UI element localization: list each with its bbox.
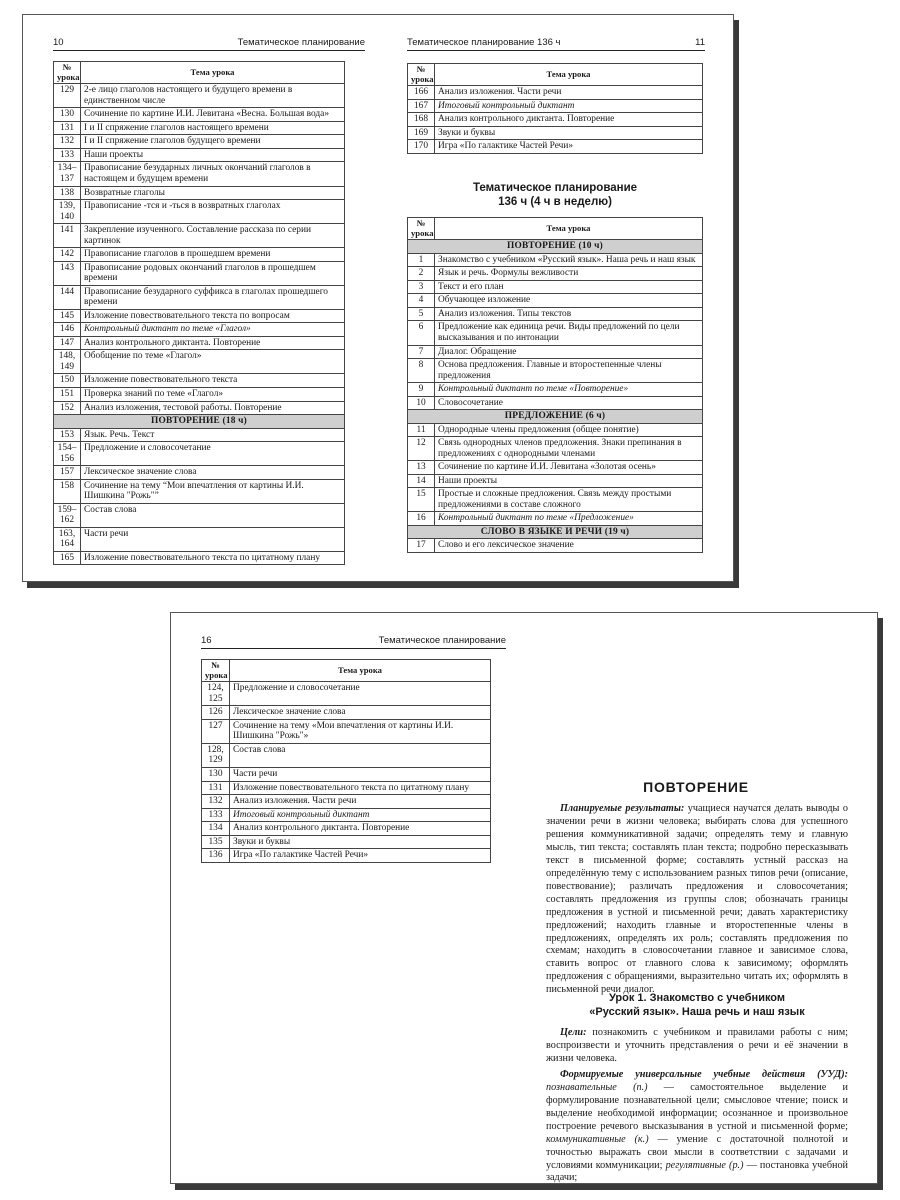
lesson-topic: Однородные члены предложения (общее понятие) — [435, 423, 703, 437]
lesson-topic: Анализ изложения. Части речи — [230, 795, 491, 809]
lesson-topic: Язык. Речь. Текст — [81, 428, 345, 442]
table-row — [202, 743, 491, 767]
lesson-topic: Анализ изложения. Типы текстов — [435, 307, 703, 321]
table-row — [408, 488, 703, 512]
table-header-row — [408, 218, 703, 240]
lesson-number: 141 — [54, 224, 81, 248]
lesson-number: 7 — [408, 345, 435, 359]
uud-paragraph — [546, 1069, 848, 1186]
lesson-topic: Предложение как единица речи. Виды предложений по цели высказывания и по интонации — [435, 321, 703, 345]
lesson-title-line1: Урок 1. Знакомство с учебником — [608, 992, 786, 1004]
table-row — [408, 359, 703, 383]
table-row — [54, 200, 345, 224]
uud-regulative-text: — постановка учебной задачи; — [546, 1159, 848, 1184]
lesson-topic: Сочинение по картине И.И. Левитана «Весна. Большая вода» — [81, 108, 345, 122]
lesson-topic: Звуки и буквы — [435, 126, 703, 140]
page-number: 10 — [53, 37, 64, 48]
page-10 — [23, 15, 379, 581]
running-title: Тематическое планирование — [378, 635, 506, 646]
page-17 — [516, 613, 879, 1183]
uud-regulative-label: регулятивные (р.) — [662, 1159, 744, 1171]
lesson-topic: Основа предложения. Главные и второстепенные члены предложения — [435, 359, 703, 383]
table-row — [408, 99, 703, 113]
goals-label: Цели: — [560, 1027, 587, 1038]
goals-text: познакомить с учебником и правилами работы с ним; воспроизвести и уточнить представления о речи и её значении в жизни человека. — [546, 1027, 848, 1064]
lesson-number: 124, 125 — [202, 682, 230, 706]
planned-results-label: Планируемые результаты: — [560, 803, 685, 814]
table-row — [408, 267, 703, 281]
lesson-topic: Итоговый контрольный диктант — [435, 99, 703, 113]
lesson-topic: Обобщение по теме «Глагол» — [81, 350, 345, 374]
section-label: СЛОВО В ЯЗЫКЕ И РЕЧИ (19 ч) — [408, 525, 703, 539]
table-row — [408, 321, 703, 345]
table-row — [54, 186, 345, 200]
lesson-number: 130 — [202, 767, 230, 781]
lesson-topic: Контрольный диктант по теме «Глагол» — [81, 323, 345, 337]
lesson-number: 12 — [408, 437, 435, 461]
lesson-topic: Изложение повествовательного текста по цитатному плану — [81, 551, 345, 565]
lesson-topic: Обучающее изложение — [435, 294, 703, 308]
lesson-topic: Контрольный диктант по теме «Повторение» — [435, 383, 703, 397]
header-lesson-topic: Тема урока — [435, 64, 703, 86]
lesson-number: 136 — [202, 849, 230, 863]
lesson-topic: Правописание безударного суффикса в глаголах прошедшего времени — [81, 285, 345, 309]
table-row — [408, 396, 703, 410]
table-row — [54, 466, 345, 480]
lesson-number: 127 — [202, 719, 230, 743]
lesson-topic: Сочинение на тему “Мои впечатления от картины И.И. Шишкина "Рожь"” — [81, 479, 345, 503]
table-row — [408, 86, 703, 100]
lesson-topic: Изложение повествовательного текста — [81, 374, 345, 388]
table-row — [408, 437, 703, 461]
table-row — [408, 423, 703, 437]
lesson-topic: Закрепление изученного. Составление рассказа по серии картинок — [81, 224, 345, 248]
lesson-title — [546, 991, 848, 1020]
lesson-topic: Правописание -тся и -ться в возвратных глаголах — [81, 200, 345, 224]
lesson-number: 139, 140 — [54, 200, 81, 224]
table-row — [54, 261, 345, 285]
lesson-number: 151 — [54, 388, 81, 402]
lesson-number: 5 — [408, 307, 435, 321]
lesson-topic: Правописание безударных личных окончаний глаголов в настоящем и будущем времени — [81, 162, 345, 186]
goals-paragraph — [546, 1027, 848, 1066]
lesson-topic: Анализ изложения. Части речи — [435, 86, 703, 100]
lesson-title-line2: «Русский язык». Наша речь и наш язык — [589, 1006, 805, 1019]
table-row — [202, 808, 491, 822]
lesson-topic: Части речи — [81, 527, 345, 551]
table-row — [202, 719, 491, 743]
header-lesson-number: № урока — [408, 218, 435, 240]
lesson-number: 168 — [408, 113, 435, 127]
lesson-number: 144 — [54, 285, 81, 309]
planned-results-paragraph — [546, 803, 848, 997]
planning-heading-line2: 136 ч (4 ч в неделю) — [498, 196, 612, 209]
table-row — [54, 442, 345, 466]
page-number: 11 — [695, 37, 705, 48]
lesson-number: 131 — [202, 781, 230, 795]
table-row — [408, 253, 703, 267]
lesson-topic: Язык и речь. Формулы вежливости — [435, 267, 703, 281]
lesson-topic: Знакомство с учебником «Русский язык». Наша речь и наш язык — [435, 253, 703, 267]
lesson-number: 134 — [202, 822, 230, 836]
section-label: ПРЕДЛОЖЕНИЕ (6 ч) — [408, 410, 703, 424]
table-row — [408, 383, 703, 397]
table-row — [408, 280, 703, 294]
lesson-number: 154–156 — [54, 442, 81, 466]
lesson-number: 133 — [54, 148, 81, 162]
table-row — [54, 108, 345, 122]
table-row — [54, 527, 345, 551]
lesson-number: 9 — [408, 383, 435, 397]
lesson-topic: Слово и его лексическое значение — [435, 539, 703, 553]
table-row — [54, 374, 345, 388]
planning-heading-line1: Тематическое планирование — [472, 182, 638, 194]
lesson-number: 135 — [202, 835, 230, 849]
lesson-number: 166 — [408, 86, 435, 100]
header-lesson-topic: Тема урока — [81, 62, 345, 84]
lesson-body — [546, 1027, 848, 1188]
lesson-topic: Анализ изложения, тестовой работы. Повторение — [81, 401, 345, 415]
lesson-topic: Изложение повествовательного текста по цитатному плану — [230, 781, 491, 795]
table-row — [54, 551, 345, 565]
lesson-topic: Связь однородных членов предложения. Знаки препинания в предложениях с однородными членами — [435, 437, 703, 461]
lesson-number: 132 — [202, 795, 230, 809]
uud-label: Формируемые универсальные учебные действия (УУД): — [560, 1068, 848, 1080]
lesson-topic: Наши проекты — [435, 474, 703, 488]
lesson-topic: Текст и его план — [435, 280, 703, 294]
lesson-topic: Сочинение по картине И.И. Левитана «Золотая осень» — [435, 461, 703, 475]
lesson-topic: Состав слова — [230, 743, 491, 767]
uud-communicative-text: — умение с достаточной полнотой и точностью выражать свои мысли в соответствии с задачами и условиями коммуникации; — [546, 1133, 848, 1171]
table-row — [54, 479, 345, 503]
lesson-number: 4 — [408, 294, 435, 308]
lesson-topic: Правописание родовых окончаний глаголов в прошедшем времени — [81, 261, 345, 285]
section-row — [408, 240, 703, 254]
running-head — [201, 635, 506, 649]
lesson-topic: Игра «По галактике Частей Речи» — [230, 849, 491, 863]
table-row — [54, 428, 345, 442]
table-row — [408, 307, 703, 321]
lesson-number: 1 — [408, 253, 435, 267]
table-row — [54, 503, 345, 527]
lesson-number: 10 — [408, 396, 435, 410]
lesson-topic: Предложение и словосочетание — [230, 682, 491, 706]
lesson-topic: Анализ контрольного диктанта. Повторение — [230, 822, 491, 836]
table-row — [54, 323, 345, 337]
lesson-number: 167 — [408, 99, 435, 113]
lesson-plan-table-continued — [407, 63, 703, 154]
lesson-number: 13 — [408, 461, 435, 475]
lesson-plan-table-136 — [407, 217, 703, 553]
lesson-number: 138 — [54, 186, 81, 200]
table-row — [408, 140, 703, 154]
section-row — [408, 525, 703, 539]
page-16 — [171, 613, 516, 1183]
table-row — [54, 336, 345, 350]
lesson-topic: Диалог. Обращение — [435, 345, 703, 359]
bottom-book-spread — [170, 612, 878, 1184]
running-head — [53, 37, 365, 51]
table-row — [202, 682, 491, 706]
header-lesson-number: № урока — [54, 62, 81, 84]
lesson-number: 163, 164 — [54, 527, 81, 551]
table-row — [408, 461, 703, 475]
table-row — [54, 121, 345, 135]
lesson-topic: Проверка знаний по теме «Глагол» — [81, 388, 345, 402]
lesson-number: 17 — [408, 539, 435, 553]
lesson-number: 153 — [54, 428, 81, 442]
planned-results-block — [546, 803, 848, 1000]
lesson-number: 147 — [54, 336, 81, 350]
header-lesson-topic: Тема урока — [230, 660, 491, 682]
lesson-number: 159–162 — [54, 503, 81, 527]
lesson-number: 158 — [54, 479, 81, 503]
table-row — [202, 781, 491, 795]
table-row — [408, 294, 703, 308]
page-number: 16 — [201, 635, 212, 646]
header-lesson-topic: Тема урока — [435, 218, 703, 240]
planning-heading — [407, 181, 703, 210]
table-row — [202, 835, 491, 849]
lesson-topic: Звуки и буквы — [230, 835, 491, 849]
section-label: ПОВТОРЕНИЕ (18 ч) — [54, 415, 345, 429]
lesson-topic: Сочинение на тему «Мои впечатления от картины И.И. Шишкина "Рожь"» — [230, 719, 491, 743]
lesson-topic: Правописание глаголов в прошедшем времени — [81, 248, 345, 262]
table-header-row — [54, 62, 345, 84]
lesson-number: 2 — [408, 267, 435, 281]
table-row — [54, 350, 345, 374]
uud-communicative-label: коммуникативные (к.) — [546, 1133, 649, 1145]
header-lesson-number: № урока — [408, 64, 435, 86]
lesson-topic: Лексическое значение слова — [230, 706, 491, 720]
lesson-topic: I и II спряжение глаголов будущего времени — [81, 135, 345, 149]
table-row — [408, 512, 703, 526]
lesson-number: 148, 149 — [54, 350, 81, 374]
section-row — [408, 410, 703, 424]
lesson-topic: Простые и сложные предложения. Связь между простыми предложениями в составе сложного — [435, 488, 703, 512]
lesson-number: 16 — [408, 512, 435, 526]
table-row — [202, 795, 491, 809]
lesson-topic: Возвратные глаголы — [81, 186, 345, 200]
running-title: Тематическое планирование — [237, 37, 365, 48]
lesson-topic: Анализ контрольного диктанта. Повторение — [81, 336, 345, 350]
lesson-number: 131 — [54, 121, 81, 135]
uud-cognitive-label: познавательные (п.) — [546, 1081, 648, 1093]
table-row — [54, 84, 345, 108]
lesson-number: 145 — [54, 309, 81, 323]
lesson-topic: I и II спряжение глаголов настоящего времени — [81, 121, 345, 135]
lesson-topic: Итоговый контрольный диктант — [230, 808, 491, 822]
lesson-topic: Наши проекты — [81, 148, 345, 162]
running-title: Тематическое планирование 136 ч — [407, 37, 561, 48]
planned-results-text: учащиеся научатся делать выводы о значении речи в жизни человека; выбирать слова для успешного решения коммуникативной задачи; определять тему и главную мысль, тип текста; составлять план текста; подробно пересказывать текст в письменной форме; составлять устный рассказ на определённую тему с использованием разных типов речи (описание, повествование); различать предложения и словосочетания; составлять предложения из группы слов; обозначать границы предложения в устной и письменной речи; давать характеристику предложений; находить главные и второстепенные члены в предложениях, определять их роль; составлять предложения по схемам; находить в словосочетании главное и зависимое слова, ставить вопрос от главного слова к зависимому; оформлять предложения с обращениями, выразительно читать их; оформлять в письменной речи диалог. — [546, 803, 848, 996]
table-row — [54, 285, 345, 309]
lesson-topic: Игра «По галактике Частей Речи» — [435, 140, 703, 154]
lesson-topic: Изложение повествовательного текста по вопросам — [81, 309, 345, 323]
section-row — [54, 415, 345, 429]
lesson-topic: Части речи — [230, 767, 491, 781]
table-row — [54, 401, 345, 415]
lesson-number: 152 — [54, 401, 81, 415]
lesson-topic: Словосочетание — [435, 396, 703, 410]
lesson-number: 6 — [408, 321, 435, 345]
running-head — [407, 37, 705, 51]
lesson-number: 157 — [54, 466, 81, 480]
lesson-number: 134–137 — [54, 162, 81, 186]
lesson-number: 15 — [408, 488, 435, 512]
table-row — [202, 706, 491, 720]
table-row — [54, 135, 345, 149]
lesson-number: 3 — [408, 280, 435, 294]
lesson-number: 133 — [202, 808, 230, 822]
lesson-number: 142 — [54, 248, 81, 262]
lesson-number: 143 — [54, 261, 81, 285]
lesson-number: 11 — [408, 423, 435, 437]
lesson-number: 150 — [54, 374, 81, 388]
lesson-number: 128, 129 — [202, 743, 230, 767]
section-title: ПОВТОРЕНИЕ — [643, 779, 749, 795]
lesson-topic: Состав слова — [81, 503, 345, 527]
table-row — [54, 388, 345, 402]
header-lesson-number: № урока — [202, 660, 230, 682]
table-row — [408, 539, 703, 553]
lesson-plan-table — [53, 61, 345, 565]
lesson-number: 132 — [54, 135, 81, 149]
table-row — [54, 148, 345, 162]
lesson-topic: Лексическое значение слова — [81, 466, 345, 480]
top-book-spread — [22, 14, 734, 582]
table-row — [408, 113, 703, 127]
lesson-number: 170 — [408, 140, 435, 154]
table-header-row — [202, 660, 491, 682]
lesson-number: 165 — [54, 551, 81, 565]
table-row — [202, 767, 491, 781]
lesson-topic: Анализ контрольного диктанта. Повторение — [435, 113, 703, 127]
table-header-row — [408, 64, 703, 86]
table-row — [54, 248, 345, 262]
table-row — [408, 345, 703, 359]
lesson-number: 146 — [54, 323, 81, 337]
table-row — [408, 474, 703, 488]
lesson-number: 169 — [408, 126, 435, 140]
table-row — [408, 126, 703, 140]
table-row — [202, 849, 491, 863]
table-row — [54, 224, 345, 248]
lesson-number: 8 — [408, 359, 435, 383]
lesson-topic: Предложение и словосочетание — [81, 442, 345, 466]
table-row — [202, 822, 491, 836]
page-11 — [379, 15, 735, 581]
section-label: ПОВТОРЕНИЕ (10 ч) — [408, 240, 703, 254]
uud-cognitive-text: — самостоятельное выделение и формулирование познавательной цели; смысловое чтение; поиск и выделение необходимой информации; осознанное и произвольное построение речевого высказывания в устной и письменной форме; — [546, 1081, 848, 1132]
lesson-topic: Контрольный диктант по теме «Предложение» — [435, 512, 703, 526]
table-row — [54, 162, 345, 186]
table-row — [54, 309, 345, 323]
lesson-plan-table — [201, 659, 491, 863]
lesson-number: 129 — [54, 84, 81, 108]
lesson-topic: 2-е лицо глаголов настоящего и будущего времени в единственном числе — [81, 84, 345, 108]
lesson-number: 14 — [408, 474, 435, 488]
lesson-number: 130 — [54, 108, 81, 122]
lesson-number: 126 — [202, 706, 230, 720]
